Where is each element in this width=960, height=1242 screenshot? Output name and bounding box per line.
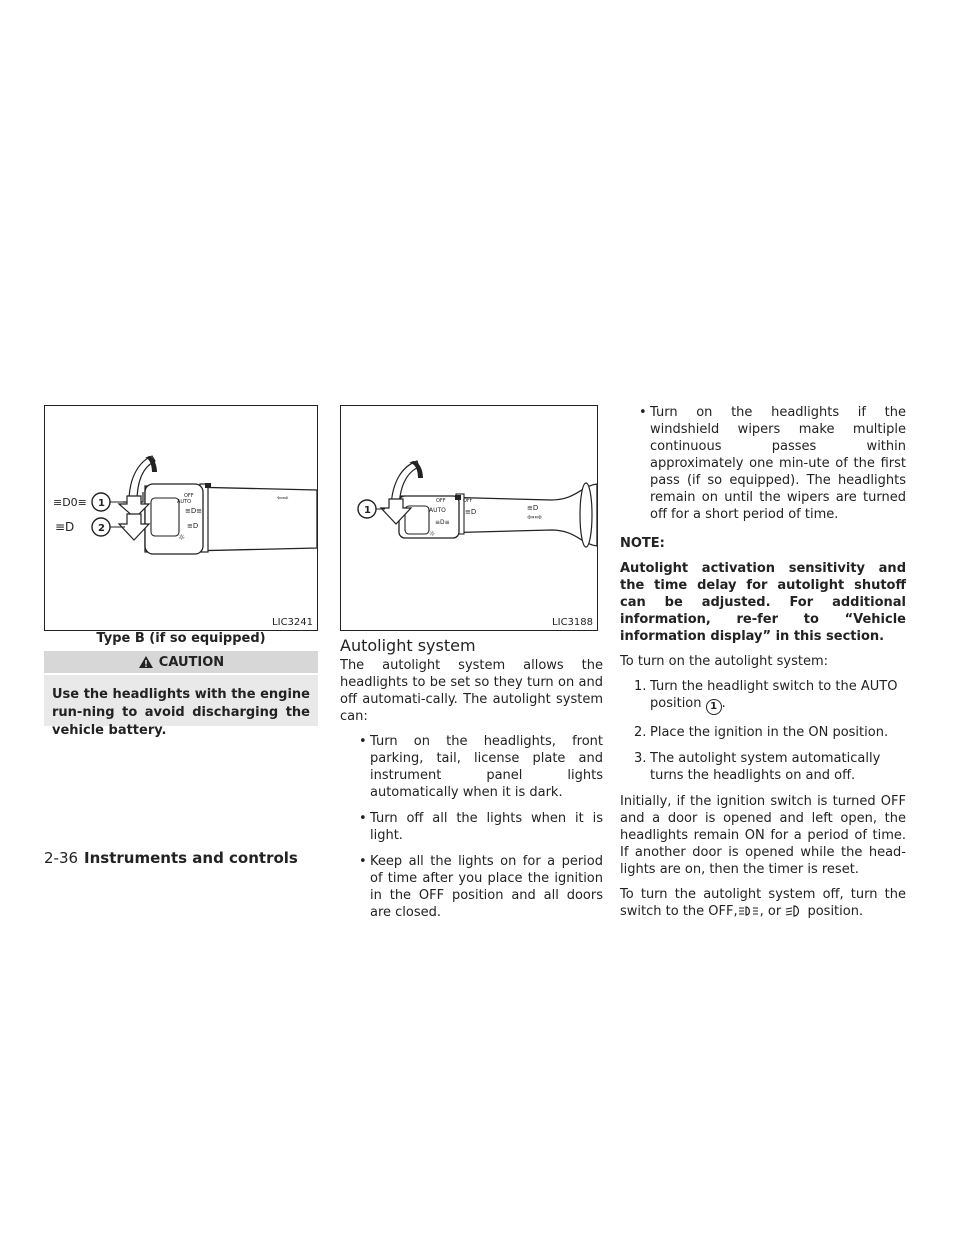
turn-off-paragraph: To turn the autolight system off, turn the switch to the OFF, , or position.	[620, 887, 906, 919]
off-label: OFF	[184, 493, 194, 499]
auto-label: AUTO	[177, 499, 192, 505]
figure-caption: Type B (if so equipped)	[96, 631, 266, 646]
intro-paragraph: The autolight system allows the headlights to be set so they turn on and off automati-cally. The autolight system can:	[340, 658, 603, 724]
list-item: • Turn on the headlights if the windshield wipers make multiple continuous passes within approximately one min-ute of the first pass (if so equipped). The headlights remain on until the wipers are turned off for a short period of time.	[639, 405, 906, 522]
note-label: NOTE:	[620, 536, 665, 551]
parking-light-icon	[738, 905, 760, 917]
svg-text:≡D≡: ≡D≡	[185, 507, 203, 515]
warning-icon	[138, 655, 154, 669]
svg-text:≡D: ≡D	[465, 508, 477, 516]
svg-text:OFF: OFF	[436, 498, 446, 504]
caution-header	[44, 651, 318, 673]
page-footer	[44, 849, 298, 867]
section-heading: Autolight system	[340, 636, 476, 655]
figure-code: LIC3241	[272, 617, 313, 628]
autolight-switch-illustration	[341, 406, 597, 630]
list-item: • Keep all the lights on for a period of time after you place the ignition in the OFF position and all doors are closed.	[359, 854, 603, 920]
figure-code: LIC3188	[552, 617, 593, 628]
note-text: Autolight activation sensitivity and the time delay for autolight shutoff can be adjusted. For additional information, re-fer to “Vehicle information display” in this section.	[620, 561, 906, 644]
svg-text:AUTO: AUTO	[429, 507, 446, 514]
svg-text:≡D: ≡D	[187, 522, 199, 530]
svg-text:☼: ☼	[429, 530, 436, 538]
list-item: 3. The autolight system automatically turns the headlights on and off.	[634, 751, 881, 783]
svg-text:1: 1	[98, 498, 105, 509]
middle-column	[340, 657, 603, 930]
initially-paragraph: Initially, if the ignition switch is turned OFF and a door is opened and left open, the headlights remain ON for a period of time. If another door is opened while the head-lights are on, then the timer is reset.	[620, 794, 906, 877]
headlight-icon	[785, 905, 803, 917]
svg-text:≡D≡: ≡D≡	[435, 519, 450, 526]
parking-light-icon: ≡D0≡	[53, 496, 87, 509]
headlight-icon: ≡D	[55, 520, 75, 534]
svg-text:1: 1	[364, 505, 371, 516]
list-item: 2. Place the ignition in the ON position.	[634, 725, 889, 740]
svg-text:≡D: ≡D	[527, 504, 539, 512]
list-item: • Turn on the headlights, front parking, tail, license plate and instrument panel lights automatically when it is dark.	[359, 734, 603, 800]
figure-type-b-switch	[44, 405, 318, 631]
svg-text:⇦⇨: ⇦⇨	[277, 494, 289, 502]
svg-text:OFF: OFF	[463, 498, 473, 504]
list-item: 1. Turn the headlight switch to the AUTO position 1 .	[620, 678, 906, 715]
turn-on-intro: To turn on the autolight system:	[620, 654, 829, 669]
callout-1-icon: 1	[706, 699, 722, 715]
caution-text: Use the headlights with the engine run-ning to avoid discharging the vehicle battery.	[44, 675, 318, 726]
caution-title: CAUTION	[158, 654, 225, 670]
chapter-title: Instruments and controls	[84, 849, 298, 867]
headlight-switch-illustration	[45, 406, 317, 630]
list-item: • Turn off all the lights when it is light.	[359, 811, 603, 843]
svg-text:⇦⇨: ⇦⇨	[527, 513, 543, 523]
page-number: 2-36	[44, 849, 79, 867]
svg-text:☼: ☼	[178, 533, 186, 542]
svg-text:2: 2	[98, 523, 105, 534]
right-column	[620, 404, 906, 928]
figure-autolight-switch	[340, 405, 598, 631]
